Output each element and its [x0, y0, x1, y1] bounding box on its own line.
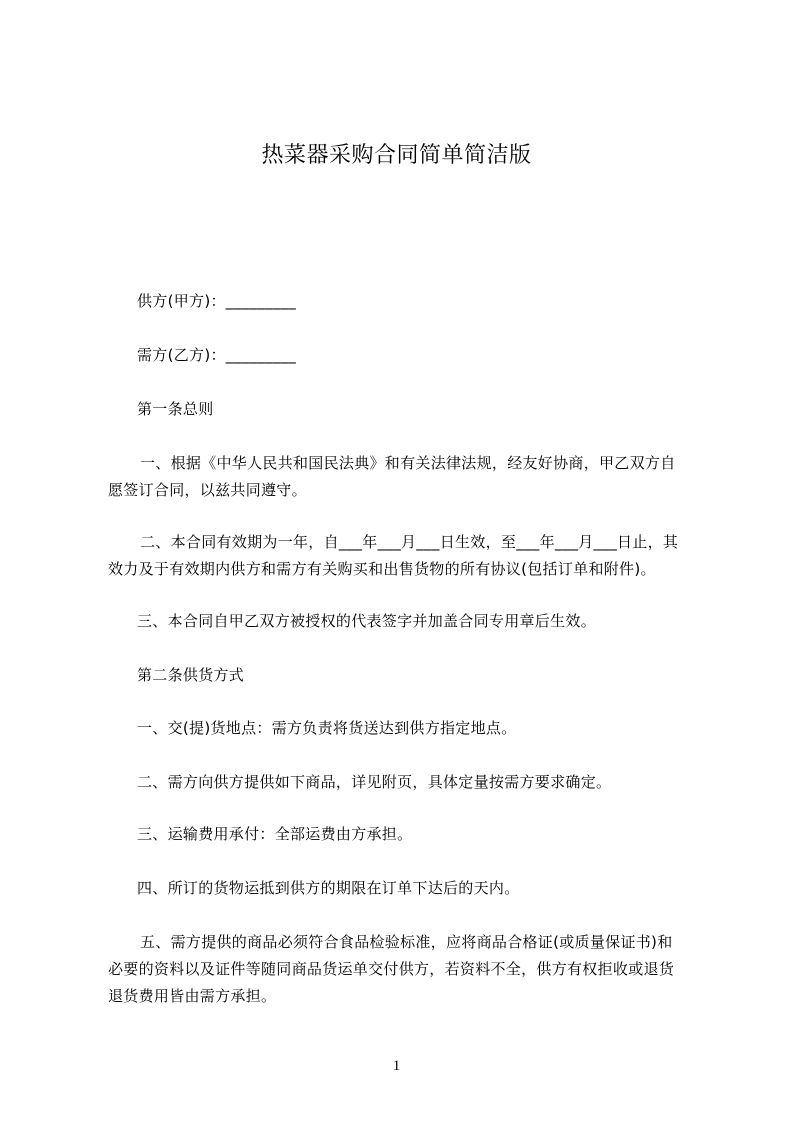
article-1-item-3: 三、本合同自甲乙双方被授权的代表签字并加盖合同专用章后生效。 — [137, 612, 597, 630]
party-b-line: 需方(乙方)：_________ — [137, 346, 297, 364]
article-1-item-1-line-2: 愿签订合同，以兹共同遵守。 — [108, 481, 307, 499]
article-1-item-2-line-2: 效力及于有效期内供方和需方有关购买和出售货物的所有协议(包括订单和附件)。 — [108, 560, 656, 578]
article-2-item-2: 二、需方向供方提供如下商品，详见附页，具体定量按需方要求确定。 — [137, 773, 612, 791]
party-a-line: 供方(甲方)：_________ — [137, 292, 297, 310]
article-1-heading: 第一条总则 — [137, 400, 214, 418]
article-2-item-5-line-3: 退货费用皆由需方承担。 — [108, 987, 277, 1005]
document-title: 热菜器采购合同简单简洁版 — [261, 143, 532, 168]
article-1-item-2-line-1: 二、本合同有效期为一年，自___年___月___日生效，至___年___月___日止，其 — [140, 533, 679, 551]
article-2-item-5-line-2: 必要的资料以及证件等随同商品货运单交付供方，若资料不全，供方有权拒收或退货 — [108, 960, 675, 978]
article-2-heading: 第二条供货方式 — [137, 666, 245, 684]
article-2-item-1: 一、交(提)货地点：需方负责将货送达到供方指定地点。 — [137, 719, 517, 737]
article-2-item-3: 三、运输费用承付：全部运费由方承担。 — [137, 825, 413, 843]
article-2-item-4: 四、所订的货物运抵到供方的期限在订单下达后的天内。 — [137, 879, 520, 897]
article-1-item-1-line-1: 一、根据《中华人民共和国民法典》和有关法律法规，经友好协商，甲乙双方自 — [140, 454, 676, 472]
page-number: 1 — [392, 1058, 401, 1074]
article-2-item-5-line-1: 五、需方提供的商品必须符合食品检验标准，应将商品合格证(或质量保证书)和 — [140, 933, 673, 951]
